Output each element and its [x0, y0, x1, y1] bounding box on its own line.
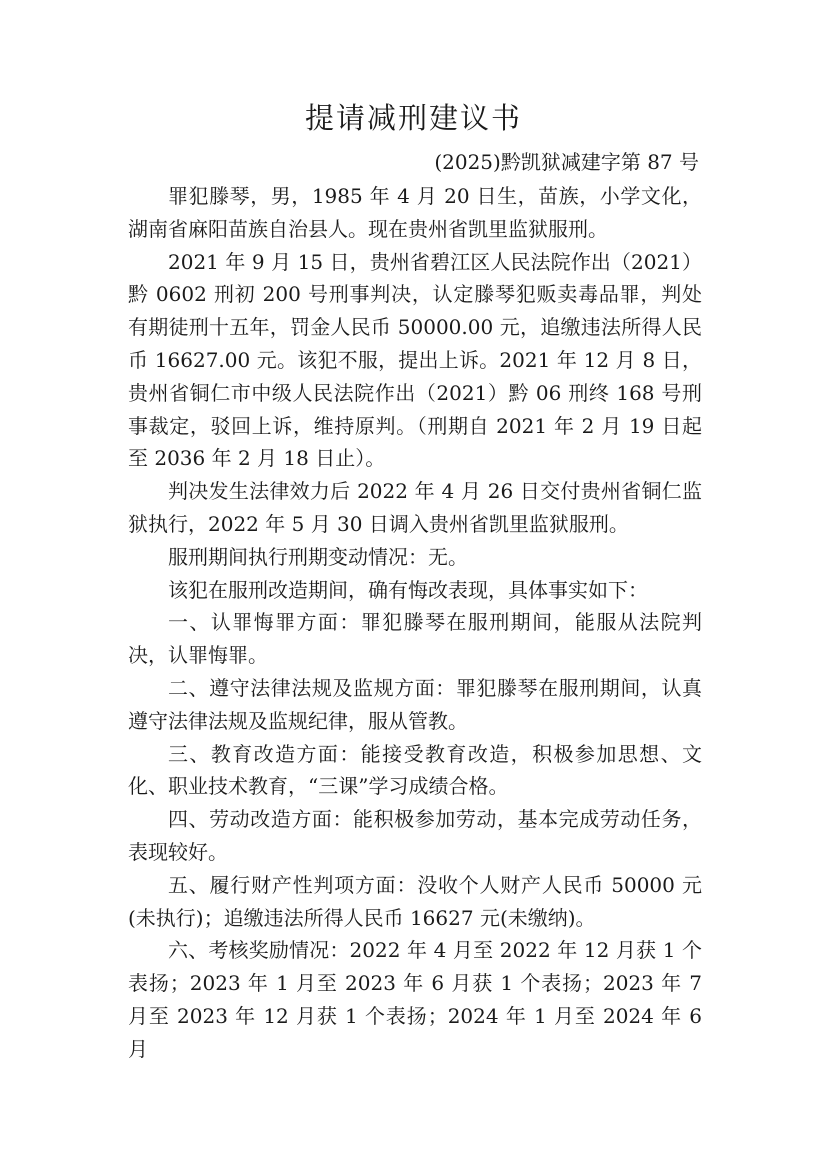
paragraph-sentence-changes: 服刑期间执行刑期变动情况：无。 — [168, 544, 468, 569]
paragraph-execution: 判决发生法律效力后 2022 年 4 月 26 日交付贵州省铜仁监狱执行，2022 年 5 月 30 日调入贵州省凯里监狱服刑。 — [128, 479, 702, 536]
paragraph-judgment: 2021 年 9 月 15 日，贵州省碧江区人民法院作出（2021）黔 0602 刑初 200 号刑事判决，认定滕琴犯贩卖毒品罪，判处有期徒刑十五年，罚金人民币 50000.00 元，追缴违法所得人民币 16627.00 元。该犯不服，提出上诉。2021 年 12 月 8 日，贵州省铜仁市中级人民法院作出（2021）黔 06 刑终 168 号刑事裁定，驳回上诉，维持原判。（刑期自 2021 年 2 月 19 日起至 2036 年 2 月 18 日止）。 — [128, 249, 702, 471]
document-number: (2025)黔凯狱减建字第 87 号 — [434, 150, 699, 174]
paragraph-item-2: 二、遵守法律法规及监规方面：罪犯滕琴在服刑期间，认真遵守法律法规及监规纪律，服从管教。 — [128, 675, 702, 733]
paragraph-item-1: 一、认罪悔罪方面：罪犯滕琴在服刑期间，能服从法院判决，认罪悔罪。 — [128, 610, 702, 668]
paragraph-item-4: 四、劳动改造方面：能积极参加劳动，基本完成劳动任务，表现较好。 — [128, 807, 702, 864]
paragraph-item-3: 三、教育改造方面：能接受教育改造，积极参加思想、文化、职业技术教育，“三课”学习成绩合格。 — [128, 741, 702, 799]
paragraph-item-6: 六、考核奖励情况：2022 年 4 月至 2022 年 12 月获 1 个表扬；2023 年 1 月至 2023 年 6 月获 1 个表扬；2023 年 7 月至 2023 年 12 月获 1 个表扬；2024 年 1 月至 2024 年 6 月 — [128, 938, 702, 1061]
paragraph-item-5: 五、履行财产性判项方面：没收个人财产人民币 50000 元(未执行)；追缴违法所得人民币 16627 元(未缴纳)。 — [128, 872, 702, 930]
paragraph-repentance-intro: 该犯在服刑改造期间，确有悔改表现，具体事实如下： — [168, 577, 648, 602]
paragraph-personal-info: 罪犯滕琴，男，1985 年 4 月 20 日生，苗族，小学文化，湖南省麻阳苗族自治县人。现在贵州省凯里监狱服刑。 — [128, 184, 702, 241]
document-title: 提请减刑建议书 — [304, 101, 522, 135]
document-body — [128, 180, 702, 1066]
